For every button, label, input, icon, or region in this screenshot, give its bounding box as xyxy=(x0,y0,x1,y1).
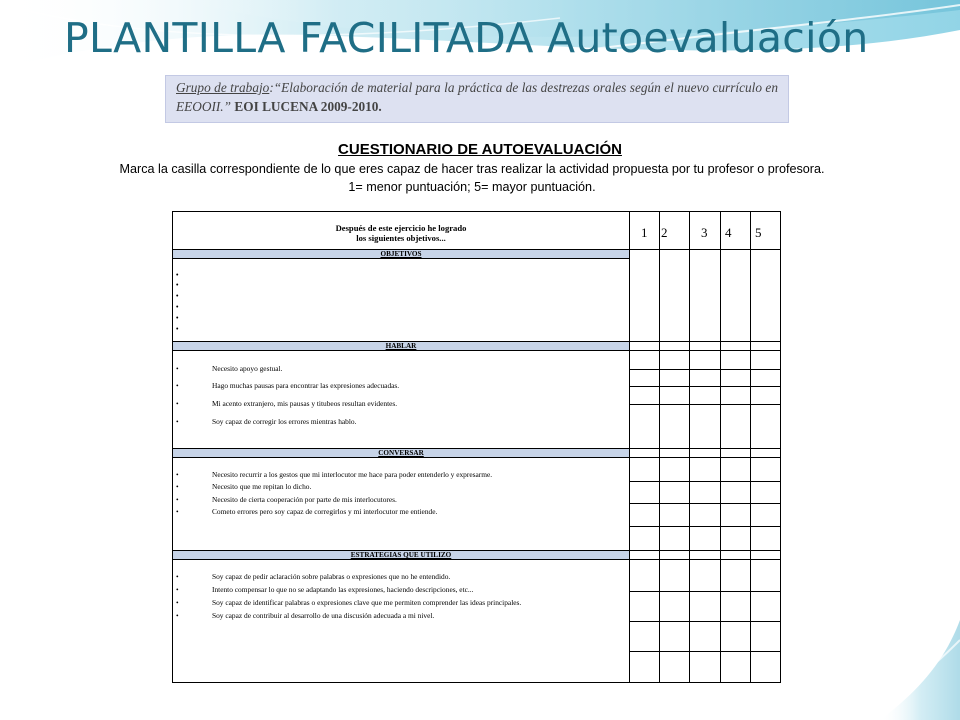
conversar-item-1: Necesito recurrir a los gestos que mi interlocutor me hace para poder entenderlo y expresarme. xyxy=(212,470,493,479)
conversar-item-3: Necesito de cierta cooperación por parte de mis interlocutores. xyxy=(212,495,397,504)
objective-bullet: • xyxy=(176,304,179,311)
conversar-item-4: Cometo errores pero soy capaz de corregirlos y mi interlocutor me entiende. xyxy=(212,507,438,516)
list-item: • Necesito apoyo gestual. xyxy=(176,364,283,373)
hablar-item-3: Mi acento extranjero, mis pausas y titubeos resultan evidentes. xyxy=(212,399,398,408)
table-divider xyxy=(173,249,781,250)
group-quote: “Elaboración de material para la práctica de las destrezas orales según el nuevo currículo en EEOOII.” xyxy=(176,80,778,114)
column-header-1: 1 xyxy=(641,225,648,240)
table-divider xyxy=(629,457,781,458)
table-divider xyxy=(629,386,781,387)
hablar-item-4: Soy capaz de corregir los errores mientras hablo. xyxy=(212,417,357,426)
table-divider xyxy=(629,369,781,370)
table-divider xyxy=(629,341,781,342)
conversar-item-2: Necesito que me repitan lo dicho. xyxy=(212,482,312,491)
questionnaire-scale: 1= menor puntuación; 5= mayor puntuación. xyxy=(348,180,596,194)
list-item: • Intento compensar lo que no se adaptando las expresiones, haciendo descripciones, etc... xyxy=(176,585,474,594)
list-item: • Mi acento extranjero, mis pausas y titubeos resultan evidentes. xyxy=(176,399,398,408)
table-header-line2: los siguientes objetivos... xyxy=(356,233,446,243)
group-suffix: EOI LUCENA 2009-2010. xyxy=(231,99,382,114)
column-header-3: 3 xyxy=(701,225,708,240)
table-divider xyxy=(629,591,781,592)
list-item: • Soy capaz de identificar palabras o expresiones clave que me permiten comprender las ideas principales. xyxy=(176,598,522,607)
list-item: • Soy capaz de pedir aclaración sobre palabras o expresiones que no he entendido. xyxy=(176,572,451,581)
list-item: • Necesito que me repitan lo dicho. xyxy=(176,482,312,491)
estrategias-item-2: Intento compensar lo que no se adaptando las expresiones, haciendo descripciones, etc... xyxy=(212,585,474,594)
table-divider xyxy=(629,481,781,482)
objective-bullet: • xyxy=(176,282,179,289)
section-objetivos: OBJETIVOS xyxy=(173,249,629,259)
objective-bullet: • xyxy=(176,272,179,279)
questionnaire-title: CUESTIONARIO DE AUTOEVALUACIÓN xyxy=(338,141,622,158)
column-header-2: 2 xyxy=(661,225,668,240)
estrategias-item-1: Soy capaz de pedir aclaración sobre palabras o expresiones que no he entendido. xyxy=(212,572,451,581)
table-divider xyxy=(629,526,781,527)
list-item: • Soy capaz de corregir los errores mientras hablo. xyxy=(176,417,357,426)
objective-bullet: • xyxy=(176,315,179,322)
section-conversar: CONVERSAR xyxy=(173,448,629,458)
table-divider xyxy=(629,448,781,449)
table-divider xyxy=(629,550,781,551)
slide-title: PLANTILLA FACILITADA Autoevaluación xyxy=(64,14,869,62)
list-item: • Necesito de cierta cooperación por parte de mis interlocutores. xyxy=(176,495,397,504)
table-divider xyxy=(629,621,781,622)
table-divider xyxy=(629,651,781,652)
questionnaire-instruction: Marca la casilla correspondiente de lo que eres capaz de hacer tras realizar la actividad propuesta por tu profesor o profesora. xyxy=(119,162,825,176)
table-header xyxy=(173,223,629,243)
section-estrategias: ESTRATEGIAS QUE UTILIZO xyxy=(173,550,629,560)
group-label: Grupo de trabajo xyxy=(176,80,270,95)
estrategias-item-4: Soy capaz de contribuir al desarrollo de una discusión adecuada a mi nivel. xyxy=(212,611,435,620)
objective-bullet: • xyxy=(176,326,179,333)
list-item: • Hago muchas pausas para encontrar las expresiones adecuadas. xyxy=(176,381,400,390)
table-divider xyxy=(629,559,781,560)
hablar-item-1: Necesito apoyo gestual. xyxy=(212,364,283,373)
group-colon: : xyxy=(269,80,274,95)
list-item: • Cometo errores pero soy capaz de corregirlos y mi interlocutor me entiende. xyxy=(176,507,438,516)
table-divider xyxy=(629,350,781,351)
estrategias-item-3: Soy capaz de identificar palabras o expresiones clave que me permiten comprender las ideas principales. xyxy=(212,598,522,607)
table-divider xyxy=(629,404,781,405)
hablar-item-2: Hago muchas pausas para encontrar las expresiones adecuadas. xyxy=(212,381,400,390)
table-header-line1: Después de este ejercicio he logrado xyxy=(335,223,467,233)
list-item: • Soy capaz de contribuir al desarrollo de una discusión adecuada a mi nivel. xyxy=(176,611,435,620)
self-assessment-table xyxy=(172,211,781,683)
column-header-4: 4 xyxy=(725,225,732,240)
working-group-box xyxy=(165,75,789,123)
table-divider xyxy=(629,503,781,504)
list-item: • Necesito recurrir a los gestos que mi interlocutor me hace para poder entenderlo y expresarme. xyxy=(176,470,493,479)
column-header-5: 5 xyxy=(755,225,762,240)
section-hablar: HABLAR xyxy=(173,341,629,351)
objective-bullet: • xyxy=(176,293,179,300)
